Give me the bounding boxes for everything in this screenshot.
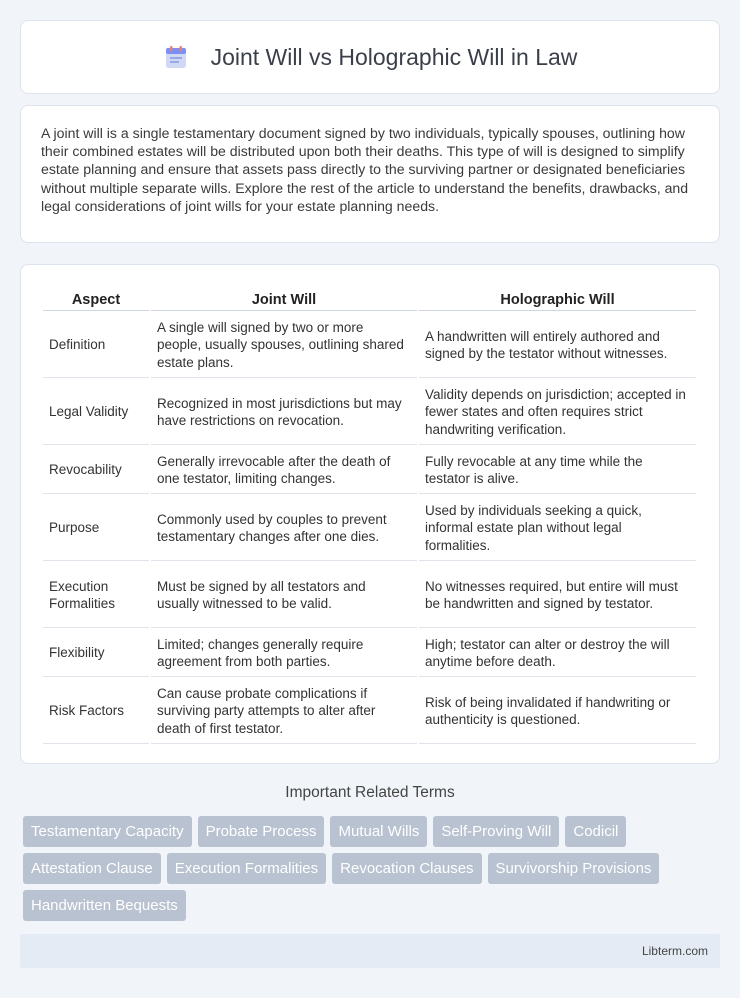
cell-aspect: Flexibility bbox=[43, 630, 149, 677]
cell-aspect: Definition bbox=[43, 313, 149, 378]
intro-paragraph: A joint will is a single testamentary document signed by two individuals, typically spouses, outlining how their combined estates will be distributed upon both their deaths. This type of will is designed to simplify estate planning and ensure that assets pass directly to the surviving partner or designated beneficiaries without multiple separate wills. Explore the rest of the article to understand the benefits, drawbacks, and legal considerations of joint wills for your estate planning needs. bbox=[41, 125, 689, 214]
comparison-table bbox=[41, 285, 698, 746]
related-term-tag[interactable]: Probate Process bbox=[198, 816, 325, 847]
table-row bbox=[43, 630, 696, 677]
related-term-tag[interactable]: Survivorship Provisions bbox=[488, 853, 660, 884]
header-joint-will: Joint Will bbox=[151, 287, 417, 311]
cell-holographic: Fully revocable at any time while the testator is alive. bbox=[419, 447, 696, 494]
table-header-row bbox=[43, 287, 696, 311]
table-row bbox=[43, 380, 696, 445]
related-terms-title: Important Related Terms bbox=[285, 784, 455, 801]
table-row bbox=[43, 496, 696, 561]
header-holographic-will: Holographic Will bbox=[419, 287, 696, 311]
cell-holographic: High; testator can alter or destroy the will anytime before death. bbox=[419, 630, 696, 677]
cell-holographic: A handwritten will entirely authored and signed by the testator without witnesses. bbox=[419, 313, 696, 378]
related-term-tag[interactable]: Attestation Clause bbox=[23, 853, 161, 884]
cell-aspect: Legal Validity bbox=[43, 380, 149, 445]
cell-joint: Limited; changes generally require agreement from both parties. bbox=[151, 630, 417, 677]
table-row bbox=[43, 679, 696, 744]
related-term-tag[interactable]: Testamentary Capacity bbox=[23, 816, 192, 847]
header-card bbox=[20, 20, 720, 94]
cell-aspect: Execution Formalities bbox=[43, 563, 149, 628]
footer-brand-link[interactable]: Libterm.com bbox=[641, 944, 708, 958]
cell-joint: Generally irrevocable after the death of one testator, limiting changes. bbox=[151, 447, 417, 494]
table-row bbox=[43, 447, 696, 494]
cell-joint: Commonly used by couples to prevent testamentary changes after one dies. bbox=[151, 496, 417, 561]
related-term-tag[interactable]: Revocation Clauses bbox=[332, 853, 481, 884]
cell-holographic: Used by individuals seeking a quick, informal estate plan without legal formalities. bbox=[419, 496, 696, 561]
related-term-tag[interactable]: Codicil bbox=[565, 816, 626, 847]
related-term-tag[interactable]: Mutual Wills bbox=[330, 816, 427, 847]
document-calendar-icon bbox=[163, 44, 189, 70]
table-row bbox=[43, 563, 696, 628]
page-title-text: Joint Will vs Holographic Will in Law bbox=[210, 43, 578, 70]
related-term-tag[interactable]: Handwritten Bequests bbox=[23, 890, 186, 921]
cell-joint: A single will signed by two or more people, usually spouses, outlining shared estate plans. bbox=[151, 313, 417, 378]
cell-aspect: Purpose bbox=[43, 496, 149, 561]
related-term-tag[interactable]: Execution Formalities bbox=[167, 853, 326, 884]
cell-joint: Must be signed by all testators and usually witnessed to be valid. bbox=[151, 563, 417, 628]
table-row bbox=[43, 313, 696, 378]
cell-holographic: No witnesses required, but entire will must be handwritten and signed by testator. bbox=[419, 563, 696, 628]
cell-joint: Recognized in most jurisdictions but may have restrictions on revocation. bbox=[151, 380, 417, 445]
cell-aspect: Revocability bbox=[43, 447, 149, 494]
page-title bbox=[163, 44, 578, 71]
related-terms-list bbox=[23, 816, 723, 921]
cell-joint: Can cause probate complications if surviving party attempts to alter after death of first testator. bbox=[151, 679, 417, 744]
related-term-tag[interactable]: Self-Proving Will bbox=[433, 816, 559, 847]
cell-aspect: Risk Factors bbox=[43, 679, 149, 744]
footer bbox=[20, 934, 720, 968]
intro-card bbox=[20, 105, 720, 243]
cell-holographic: Risk of being invalidated if handwriting or authenticity is questioned. bbox=[419, 679, 696, 744]
cell-holographic: Validity depends on jurisdiction; accepted in fewer states and often requires strict handwriting verification. bbox=[419, 380, 696, 445]
header-aspect: Aspect bbox=[43, 287, 149, 311]
comparison-card bbox=[20, 264, 720, 764]
